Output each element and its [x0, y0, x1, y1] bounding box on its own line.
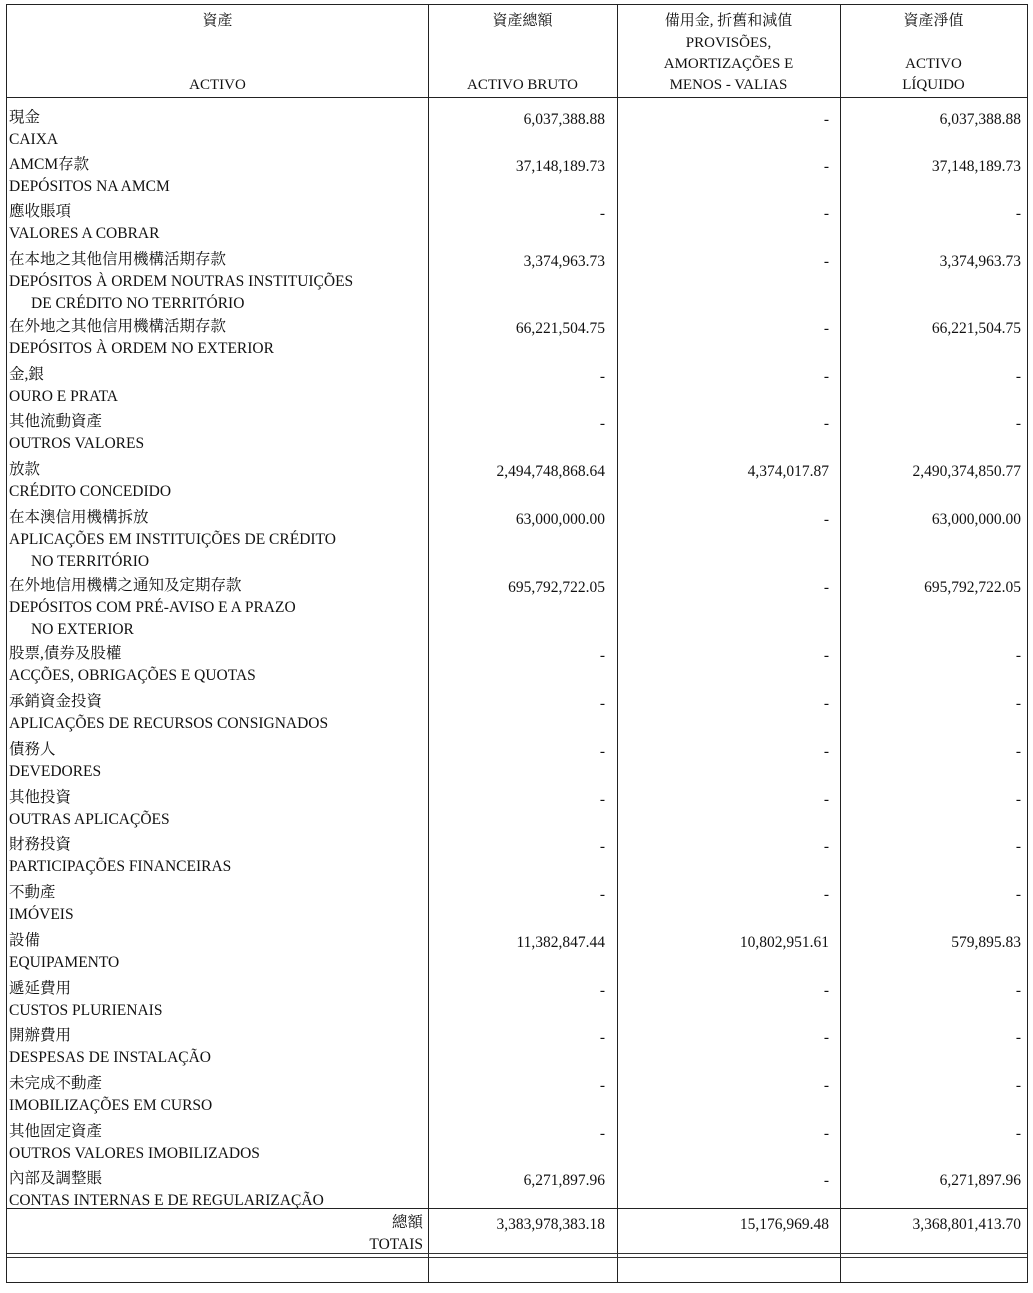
row-label	[9, 834, 231, 878]
header-activo	[7, 5, 428, 97]
cell-activo-liquido: -	[1015, 415, 1021, 432]
cell-activo-liquido: 6,037,388.88	[939, 111, 1021, 128]
cell-provisoes: -	[823, 647, 829, 664]
row-label-pt: OUTROS VALORES	[9, 435, 145, 452]
row-label-pt: VALORES A COBRAR	[9, 225, 160, 242]
header-liquido-zh: 資產淨值	[903, 13, 964, 29]
row-label-pt: CRÉDITO CONCEDIDO	[9, 483, 172, 500]
cell-provisoes: -	[823, 579, 829, 596]
cell-activo-bruto: -	[599, 647, 605, 664]
cell-activo-liquido: -	[1015, 886, 1021, 903]
row-label-pt: DEPÓSITOS À ORDEM NO EXTERIOR	[9, 340, 274, 357]
row-label-pt: ACÇÕES, OBRIGAÇÕES E QUOTAS	[9, 667, 256, 684]
cell-activo-liquido: -	[1015, 743, 1021, 760]
cell-provisoes: 4,374,017.87	[747, 463, 829, 480]
cell-activo-bruto: -	[599, 1125, 605, 1142]
row-label-zh: 其他流動資產	[9, 413, 103, 430]
cell-provisoes: -	[823, 886, 829, 903]
row-label	[9, 1168, 324, 1212]
row-label-pt: CONTAS INTERNAS E DE REGULARIZAÇÃO	[9, 1192, 324, 1209]
cell-provisoes: -	[823, 320, 829, 337]
cell-provisoes: -	[823, 1029, 829, 1046]
row-label-zh: 應收賬項	[9, 203, 72, 220]
row-label	[9, 739, 101, 783]
cell-activo-liquido: -	[1015, 1029, 1021, 1046]
cell-activo-liquido: -	[1015, 838, 1021, 855]
row-label	[9, 249, 353, 315]
row-label-zh: 在本地之其他信用機構活期存款	[9, 251, 227, 268]
row-label-zh: 不動產	[9, 884, 56, 901]
row-label	[9, 1121, 260, 1165]
row-label	[9, 107, 58, 151]
row-label-pt: APLICAÇÕES DE RECURSOS CONSIGNADOS	[9, 715, 329, 732]
cell-activo-bruto: -	[599, 838, 605, 855]
row-label-pt: EQUIPAMENTO	[9, 954, 120, 971]
cell-provisoes: -	[823, 1077, 829, 1094]
totals-liquido: 3,368,801,413.70	[912, 1216, 1021, 1233]
totals-divider	[7, 1208, 1027, 1209]
column-divider	[617, 5, 618, 1282]
cell-provisoes: -	[823, 695, 829, 712]
totals-label-pt: TOTAIS	[369, 1236, 423, 1253]
cell-provisoes: -	[823, 1125, 829, 1142]
cell-provisoes: -	[823, 368, 829, 385]
row-label-pt: DEPÓSITOS COM PRÉ-AVISO E A PRAZO	[9, 599, 296, 616]
cell-activo-liquido: -	[1015, 695, 1021, 712]
row-label-zh: 金,銀	[9, 366, 44, 383]
cell-activo-bruto: -	[599, 982, 605, 999]
row-label-pt: APLICAÇÕES EM INSTITUIÇÕES DE CRÉDITO	[9, 531, 336, 548]
balance-sheet-table	[6, 4, 1028, 1283]
row-label-pt: DEPÓSITOS NA AMCM	[9, 178, 170, 195]
cell-activo-liquido: 63,000,000.00	[931, 511, 1021, 528]
totals-label-zh: 總額	[391, 1214, 423, 1231]
row-label	[9, 1025, 211, 1069]
cell-activo-bruto: -	[599, 743, 605, 760]
cell-provisoes: -	[823, 743, 829, 760]
row-label-zh: 開辦費用	[9, 1027, 72, 1044]
cell-activo-liquido: 2,490,374,850.77	[912, 463, 1021, 480]
cell-provisoes: -	[823, 111, 829, 128]
cell-provisoes: -	[823, 1172, 829, 1189]
row-label-pt: CAIXA	[9, 131, 59, 148]
row-label	[9, 507, 336, 573]
totals-bottom-rule	[7, 1253, 1027, 1254]
row-label	[9, 459, 171, 503]
cell-provisoes: -	[823, 253, 829, 270]
row-label	[9, 364, 118, 408]
row-label	[9, 575, 296, 641]
row-label-zh: 在外地信用機構之通知及定期存款	[9, 577, 242, 594]
header-provisoes-zh: 備用金, 折舊和減值	[664, 13, 793, 29]
header-activo-zh: 資產	[202, 13, 233, 29]
totals-provisoes: 15,176,969.48	[739, 1216, 829, 1233]
totals-bruto: 3,383,978,383.18	[496, 1216, 605, 1233]
header-divider	[7, 97, 1027, 98]
cell-activo-bruto: -	[599, 886, 605, 903]
row-label	[9, 1073, 212, 1117]
cell-activo-bruto: -	[599, 415, 605, 432]
row-label	[9, 930, 119, 974]
row-label	[9, 787, 170, 831]
row-label-zh: 財務投資	[9, 836, 72, 853]
cell-provisoes: 10,802,951.61	[739, 934, 829, 951]
row-label-zh: 其他投資	[9, 789, 72, 806]
cell-activo-liquido: 3,374,963.73	[939, 253, 1021, 270]
row-label	[9, 691, 328, 735]
cell-activo-liquido: -	[1015, 1077, 1021, 1094]
row-label-pt: IMÓVEIS	[9, 906, 74, 923]
cell-provisoes: -	[823, 838, 829, 855]
cell-activo-bruto: -	[599, 205, 605, 222]
row-label-zh: 遞延費用	[9, 980, 72, 997]
row-label-pt: IMOBILIZAÇÕES EM CURSO	[9, 1097, 213, 1114]
row-label-zh: 內部及調整賬	[9, 1170, 103, 1187]
cell-provisoes: -	[823, 982, 829, 999]
cell-activo-bruto: -	[599, 1077, 605, 1094]
cell-provisoes: -	[823, 205, 829, 222]
cell-provisoes: -	[823, 511, 829, 528]
cell-provisoes: -	[823, 158, 829, 175]
cell-activo-bruto: 37,148,189.73	[515, 158, 605, 175]
row-label-pt: OUTROS VALORES IMOBILIZADOS	[9, 1145, 260, 1162]
row-label	[9, 643, 256, 687]
cell-provisoes: -	[823, 791, 829, 808]
cell-activo-bruto: 63,000,000.00	[515, 511, 605, 528]
row-label	[9, 411, 144, 455]
cell-activo-bruto: 695,792,722.05	[508, 579, 605, 596]
row-label-zh: 其他固定資產	[9, 1123, 103, 1140]
row-label-pt: DESPESAS DE INSTALAÇÃO	[9, 1049, 211, 1066]
cell-activo-bruto: 11,382,847.44	[516, 934, 605, 951]
row-label-zh: 債務人	[9, 741, 56, 758]
row-label-pt-cont: NO TERRITÓRIO	[31, 553, 150, 570]
cell-activo-liquido: -	[1015, 647, 1021, 664]
header-bruto-zh: 資產總額	[492, 13, 553, 29]
row-label	[9, 978, 162, 1022]
row-label-pt: CUSTOS PLURIENAIS	[9, 1002, 163, 1019]
row-label-pt: OURO E PRATA	[9, 388, 118, 405]
header-bruto-pt: ACTIVO BRUTO	[467, 77, 578, 93]
totals-double-rule	[7, 1257, 1027, 1258]
cell-provisoes: -	[823, 415, 829, 432]
row-label	[9, 154, 170, 198]
cell-activo-liquido: -	[1015, 791, 1021, 808]
header-provisoes-pt3: MENOS - VALIAS	[669, 77, 788, 93]
row-label-zh: 承銷資金投資	[9, 693, 103, 710]
cell-activo-liquido: 6,271,897.96	[939, 1172, 1021, 1189]
cell-activo-liquido: 579,895.83	[951, 934, 1021, 951]
row-label-zh: 未完成不動產	[9, 1075, 103, 1092]
row-label	[9, 316, 274, 360]
row-label-zh: 在外地之其他信用機構活期存款	[9, 318, 227, 335]
row-label-pt-cont: NO EXTERIOR	[31, 621, 134, 638]
cell-activo-bruto: -	[599, 791, 605, 808]
cell-activo-liquido: -	[1015, 982, 1021, 999]
cell-activo-bruto: 6,271,897.96	[523, 1172, 605, 1189]
row-label-zh: AMCM存款	[9, 156, 90, 173]
cell-activo-liquido: 37,148,189.73	[931, 158, 1021, 175]
row-label	[9, 882, 74, 926]
row-label	[9, 201, 159, 245]
row-label-zh: 在本澳信用機構拆放	[9, 509, 149, 526]
row-label-zh: 放款	[9, 461, 41, 478]
cell-activo-bruto: 66,221,504.75	[515, 320, 605, 337]
cell-activo-liquido: -	[1015, 1125, 1021, 1142]
row-label-zh: 現金	[9, 109, 41, 126]
header-activo-pt: ACTIVO	[189, 77, 246, 93]
cell-activo-bruto: 2,494,748,868.64	[496, 463, 605, 480]
cell-activo-bruto: -	[599, 368, 605, 385]
row-label-pt: DEVEDORES	[9, 763, 102, 780]
header-bruto	[428, 5, 617, 97]
cell-activo-liquido: -	[1015, 205, 1021, 222]
cell-activo-liquido: 695,792,722.05	[924, 579, 1021, 596]
row-label-pt: OUTRAS APLICAÇÕES	[9, 811, 170, 828]
header-provisoes-pt2: AMORTIZAÇÕES E	[663, 56, 794, 72]
cell-activo-bruto: 6,037,388.88	[523, 111, 605, 128]
row-label-pt: PARTICIPAÇÕES FINANCEIRAS	[9, 858, 232, 875]
header-liquido	[840, 5, 1027, 97]
cell-activo-bruto: -	[599, 1029, 605, 1046]
cell-activo-bruto: -	[599, 695, 605, 712]
row-label-zh: 設備	[9, 932, 41, 949]
header-liquido-pt2: LÍQUIDO	[902, 77, 965, 93]
cell-activo-liquido: 66,221,504.75	[931, 320, 1021, 337]
row-label-zh: 股票,債券及股權	[9, 645, 122, 662]
header-provisoes-pt1: PROVISÕES,	[685, 35, 772, 51]
header-provisoes	[617, 5, 840, 97]
cell-activo-liquido: -	[1015, 368, 1021, 385]
header-liquido-pt1: ACTIVO	[905, 56, 962, 72]
row-label-pt-cont: DE CRÉDITO NO TERRITÓRIO	[31, 295, 245, 312]
cell-activo-bruto: 3,374,963.73	[523, 253, 605, 270]
row-label-pt: DEPÓSITOS À ORDEM NOUTRAS INSTITUIÇÕES	[9, 273, 354, 290]
